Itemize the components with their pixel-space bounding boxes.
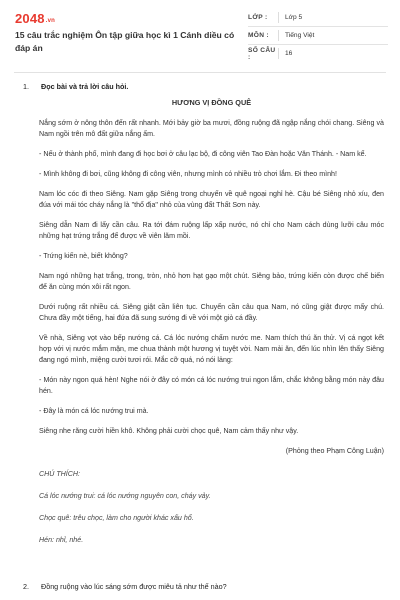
question-number: 1. [23, 82, 29, 91]
meta-row-subject [248, 27, 388, 45]
passage-paragraph: - Trứng kiến nè, biết không? [39, 252, 128, 260]
header-divider [14, 72, 386, 73]
passage-paragraph: Nắng sớm ở nông thôn đến rất nhanh. Mới bảy giờ ba mươi, đồng ruộng đã ngập nắng chói chang. Siêng và Nam ngồi trên mô đất giữa nắng ấm. [39, 119, 384, 138]
meta-value: Tiếng Việt [278, 30, 314, 41]
document-title: 15 câu trắc nghiệm Ôn tập giữa học kì 1 Cánh diều có đáp án [15, 30, 235, 53]
glossary-heading: CHÚ THÍCH: [39, 470, 80, 478]
passage-paragraph: Nam ngó những hạt trắng, trong, tròn, nhỏ hơn hạt gạo một chút. Siêng bảo, trứng kiến còn được chế biến để ăn cùng món xôi rất ngon. [39, 272, 384, 291]
passage-paragraph: Siêng nhe răng cười hiền khô. Không phải cười chọc quê, Nam cảm thấy như vậy. [39, 427, 299, 435]
meta-row-grade [248, 9, 388, 27]
meta-row-count [248, 45, 388, 62]
glossary-item: Hén: nhỉ, nhé. [39, 536, 84, 544]
logo-text: 2048 [15, 11, 45, 26]
logo-suffix: .vn [45, 18, 56, 24]
question-number: 2. [23, 582, 29, 591]
passage-paragraph: - Món này ngon quá hèn! Nghe nói ở đây có món cá lóc nướng trui ngon lắm, chắc không bằng món này đâu hén. [39, 376, 384, 395]
passage-paragraph: Về nhà, Siêng vọt vào bếp nướng cá. Cá lóc nướng chấm nước me. Nam thích thú ăn thử. Vị cá ngọt kết hợp với vị nước mắm mặn, me chua thành một hương vị tuyệt vời. Nam mải ăn, đến lúc nhìn lên thấy Siêng đang ngó mình, miệng cười tươi rói. Mắc cỡ quá, nó nói lảng: [39, 334, 384, 364]
glossary-notes [39, 469, 384, 546]
meta-label: LỚP : [248, 14, 268, 21]
passage-source: (Phỏng theo Phạm Công Luận) [285, 447, 384, 455]
story-title: HƯƠNG VỊ ĐỒNG QUÊ [171, 98, 252, 107]
page-header [0, 0, 400, 68]
passage-paragraph: Siêng dẫn Nam đi lấy cần câu. Ra tới đám ruộng lấp xấp nước, nó chỉ cho Nam cách dùng lưỡi câu móc những hạt trứng trắng để được về viên lăm mồi. [39, 221, 384, 240]
question-1-heading [23, 82, 128, 91]
meta-label: MÔN : [248, 32, 269, 39]
passage-paragraph: - Nếu ở thành phố, mình đang đi học bơi ở câu lạc bộ, đi công viên Tao Đàn hoặc Văn Thánh. - Nam kể. [39, 150, 367, 158]
passage-paragraph: - Đây là món cá lóc nướng trui mà. [39, 407, 149, 415]
meta-table [248, 9, 388, 62]
passage-paragraph: - Mình không đi bơi, cũng không đi công viên, nhưng mình có nhiều trò chơi lắm. Đi theo mình! [39, 170, 337, 178]
question-2-heading [23, 582, 227, 591]
glossary-item: Chọc quê: trêu chọc, làm cho người khác xấu hổ. [39, 514, 194, 522]
question-prompt: Đọc bài và trả lời câu hỏi. [41, 82, 129, 91]
meta-value: 16 [278, 48, 292, 59]
glossary-item: Cá lóc nướng trui: cá lóc nướng nguyên con, cháy vảy. [39, 492, 211, 500]
reading-passage [39, 97, 384, 557]
meta-label: SỐ CÂU : [248, 46, 276, 61]
question-prompt: Đồng ruộng vào lúc sáng sớm được miêu tả như thế nào? [41, 582, 227, 591]
meta-value: Lớp 5 [278, 12, 302, 23]
site-logo[interactable] [15, 11, 55, 26]
passage-paragraph: Nam lóc cóc đi theo Siêng. Nam gặp Siêng trong chuyến về quê ngoại nghỉ hè. Cậu bé Siêng nhỏ xíu, đen đúa với mái tóc cháy nắng là "thổ địa" nhỏ của vùng đất Thất Sơn này. [39, 190, 384, 209]
passage-paragraph: Dưới ruộng rất nhiều cá. Siêng giật cần liên tục. Chuyến cần câu qua Nam, nó cũng giật được mấy chú. Chưa đầy một tiếng, hai đứa đã sung sướng đi về với một giỏ cá đầy. [39, 303, 384, 322]
